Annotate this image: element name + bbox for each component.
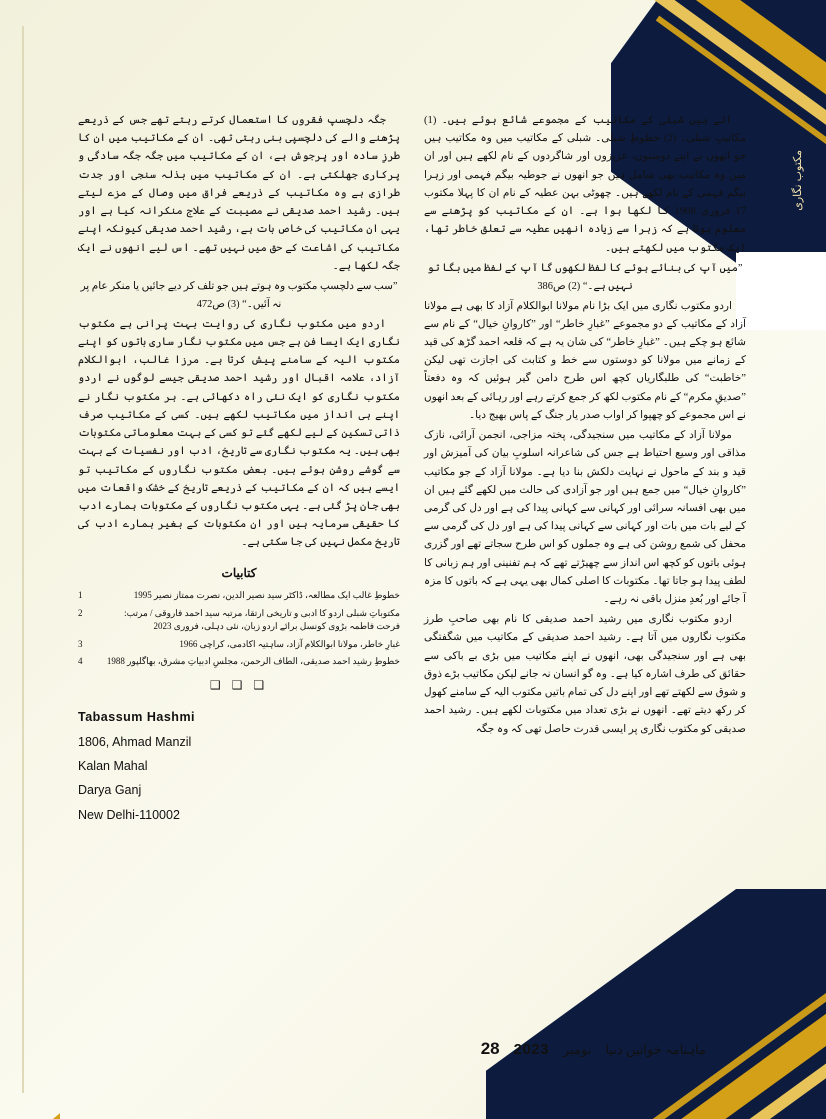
footer-inner bbox=[481, 1039, 706, 1059]
bibliography-entry-number: 3 bbox=[78, 638, 83, 649]
left-margin-rule bbox=[22, 26, 24, 1093]
bibliography-entry-text: خطوطِ غالب ایک مطالعہ، ڈاکٹر سید نصیر الدین، نصرت ممتاز نصیر 1995 bbox=[133, 590, 400, 601]
address-line-1: 1806, Ahmad Manzil bbox=[78, 734, 192, 749]
bibliography-entry bbox=[78, 589, 400, 603]
side-running-head: مکتوب نگاری bbox=[792, 150, 804, 211]
bibliography-entry bbox=[78, 638, 400, 652]
paragraph: جگہ دلچسپ فقروں کا استعمال کرتے رہتے تھے جس کے ذریعے پڑھنے والے کی دلچسپی بنی رہتی تھی۔ ان کے مکاتیب میں ان کا طرزِ سادہ اور پرجوش ہے، ان کے مکاتیب میں جگہ جگہ سادگی و پرکاری جھلکتی ہے۔ ان کے مکاتیب میں بذلہ سنجی اور جدت طرازی ہے وہ مکاتیب کے ذریعے فراق میں وصال کے مزے لیتے ہیں۔ رشید احمد صدیقی نے مصیبت کے علاج منکرانہ کیا ہے اور یہی ان مکاتیب کی خاص بات ہے، رشید احمد صدیقی کیونکہ اپنے مکاتیب کی اشاعت کے حق میں نہیں تھے۔ اس لیے انھوں نے ایک جگہ لکھا ہے۔ bbox=[78, 115, 400, 272]
address-line-3: Darya Ganj bbox=[78, 783, 142, 798]
magazine-title: ماہنامہ خواتین دنیا bbox=[605, 1042, 706, 1057]
paragraph: اردو مکتوب نگاری میں ایک بڑا نام مولانا ابوالکلام آزاد کا بھی ہے مولانا آزاد کے مکاتیب کے دو مجموعے ”غبارِ خاطر“ اور ”کاروانِ خیال“ کے نام سے شائع ہو چکے ہیں۔ ”غبارِ خاطر“ کی شان یہ ہے کہ قلعہ احمد گڑھ کی قید کے زمانے میں مولانا کو دوستوں سے خط و کتابت کی اجازت تھی لیکن ”خاطبت“ کی طلبگاریاں کچھ اس طرح دامن گیر ہوئیں کہ وہ دفعتاً ”صدیقِ مکرم“ کے نام مکتوب لکھ کر جمع کرتے رہے اور رہائی کے بعد انھوں نے اس مجموعے کو چھپوا کر اواب صدر یار جنگ کے پاس بھیج دیا۔ bbox=[424, 300, 746, 421]
white-notch bbox=[736, 252, 826, 330]
bibliography-entry-number: 1 bbox=[78, 590, 83, 601]
pull-quote: ”سب سے دلچسپ مکتوب وہ ہوتے ہیں جو تلف کر دیے جائیں یا منکر عام پر نہ آئیں۔“ (3) ص472 bbox=[80, 280, 398, 310]
article-body bbox=[78, 112, 746, 1012]
column-right bbox=[424, 112, 746, 1012]
bibliography-entry-text: خطوطِ رشید احمد صدیقی، الطاف الرحمن، مجلسِ ادبیاتِ مشرق، بھاگلپور 1988 bbox=[106, 656, 400, 667]
column-left bbox=[78, 112, 400, 1012]
bibliography-entry-number: 4 bbox=[78, 656, 83, 667]
bibliography-entry-text: غبارِ خاطر، مولانا ابوالکلام آزاد، ساہتیہ اکادمی، کراچی 1966 bbox=[179, 638, 400, 649]
issue-year: 2023 bbox=[513, 1041, 549, 1058]
address-line-2: Kalan Mahal bbox=[78, 759, 148, 774]
bibliography-entry bbox=[78, 655, 400, 669]
paragraph: مولانا آزاد کے مکاتیب میں سنجیدگی، پختہ مزاجی، انجمن آرائی، نازک مذاقی اور وسیع احتیاط ہے جس کی شاعرانہ اسلوبِ بیان کی آمیزش اور قید و بند کے ماحول نے نہایت دلکش بنا دیا ہے۔ مولانا آزاد کے جو مکاتیب ”کاروانِ خیال“ میں جمع ہیں اور جو آزادی کی حالت میں لکھے گئے ہیں ان میں بھی افسانہ سرائی اور کہانی سے کہانی پیدا کی ہے اور دل کی گرمی کے لیے بات میں بات اور کہانی سے کہانی پیدا کی ہے اور دل کی گرمی سے محفل کی شمع روشن کی ہے وہ جملوں کو اس طرح سجاتے تھے اور گزری ہوئی باتوں کو کچھ اس انداز سے چھیڑتے تھے کہ ہم تفنینی اور ہم زبانی کا لطف پیدا ہو جاتا تھا۔ مکتوبات کا اصلی کمال بھی یہی ہے کہ باتوں کا مزہ آ جائے اور بُعدِ منزل باقی نہ رہے۔ bbox=[424, 430, 746, 606]
bibliography-heading: کتابیات bbox=[221, 565, 257, 580]
bibliography-entry-number: 2 bbox=[78, 607, 83, 618]
issue-month: نومبر bbox=[562, 1042, 592, 1057]
paragraph: اردو میں مکتوب نگاری کی روایت بہت پرانی ہے مکتوب نگاری ایک ایسا فن ہے جس میں مکتوب نگار ساری باتوں کو اپنے مکتوب الیہ کے سامنے پیش کرتا ہے۔ مرزا غالب، ابوالکلام آزاد، علامہ اقبال اور رشید احمد صدیقی جیسے لوگوں نے اردو مکتوب نگاری کو ایک نئی راہ دکھائی ہے۔ ہر مکتوب نگار نے اپنے ہی انداز میں مکاتیب لکھے ہیں۔ کسی کے مکاتیب صرف ذاتی تسکین کے لیے لکھے گئے تو کسی کے بہت معلوماتی مکتوبات بھی ہیں۔ یہ مکتوب نگاری سے تاریخ، ادب اور نفسیات کے بہت سے گوشے روشن ہوئے ہیں۔ بعض مکتوب نگاروں کے مکاتیب تو ایسے ہیں کہ ان کے مکاتیب کے ذریعے تاریخ کے خشک واقعات میں بھی جان پڑ گئی ہے۔ یہی مکتوب نگاروں کے مکتوبات ہمارے ادب کا حقیقی سرمایہ ہیں اور ان مکتوبات کے بغیر ہمارے ادب کی تاریخ مکمل نہیں کی جا سکتی ہے۔ bbox=[78, 318, 400, 549]
address-line-4: New Delhi-110002 bbox=[78, 807, 180, 822]
author-name: Tabassum Hashmi bbox=[78, 710, 196, 725]
bibliography-entry-text: مکتوباتِ شبلی اردو کا ادبی و تاریخی ارتقا، مرتبہ سید احمد فاروقی / مرتب: فرحت فاطمہ بڑوی کونسل برائے اردو زبان، نئی دہلی، فروری 2023 bbox=[124, 607, 400, 632]
section-end-ornament: ❑ ❑ ❑ bbox=[209, 677, 269, 692]
paragraph: اردو مکتوب نگاری میں رشید احمد صدیقی کا نام بھی صاحبِ طرز مکتوب نگاروں میں آتا ہے۔ رشید احمد صدیقی کے مکاتیب میں شگفتگی بھی ہے اور سنجیدگی بھی، انھوں نے اپنے مکاتیب میں بڑی بے باکی سے حقائق کی طرف اشارہ کیا ہے۔ وہ گو انسان نہ جانے لیکن مکاتیب بڑے ذوق و شوق سے لکھتے تھے اور اپنے دل کی تمام باتیں مکتوب الیہ کے سامنے کھول کر رکھ دیتے تھے۔ انھوں نے بڑی تعداد میں مکتوبات لکھے ہیں۔ رشید احمد صدیقی کو مکتوب نگاری پر ایسی قدرت حاصل تھی کہ وہ جگہ bbox=[424, 614, 746, 735]
page-number: 28 bbox=[480, 1039, 500, 1058]
bibliography-entry bbox=[78, 607, 400, 634]
page-footer bbox=[0, 1031, 826, 1059]
author-address-block bbox=[78, 705, 400, 827]
bottom-left-corner-decoration bbox=[0, 999, 60, 1119]
bibliography-list bbox=[78, 589, 400, 669]
pull-quote: ”میں آپ کی بنائے ہوئے کا لفظ لکھوں گا آپ کے لفظ میں بگا تو نہیں ہے۔“ (2) ص386 bbox=[427, 262, 743, 292]
gold-stripe bbox=[0, 1098, 60, 1119]
paragraph: آتے ہیں شبلی کے مکاتیب کے مجموعے شائع ہوئے ہیں۔ (1) مکاتیبِ شبلی۔ (2) خطوطِ شبلی۔ شبلی کے مکاتیب میں وہ مکاتیب ہیں جو انھوں نے اپنے دوستوں، عزیزوں اور شاگردوں کے نام لکھے ہیں اور ان میں وہ مکاتیب بھی شامل ہیں جو انھوں نے جوطیہ بیگم فہمی اور زہرا بیگم فہمی کے نام لکھے ہیں۔ چھوٹی بہن عطیہ کے نام ان کا پہلا مکتوب 17 فروری 1908 کا لکھا ہوا ہے۔ ان کے مکاتیب کو پڑھنے سے معلوم ہوتا ہے کہ زہرا سے زیادہ انھیں عطیہ سے تعلق خاطر تھا، ایک مکتوب میں لکھتے ہیں۔ bbox=[424, 115, 746, 254]
